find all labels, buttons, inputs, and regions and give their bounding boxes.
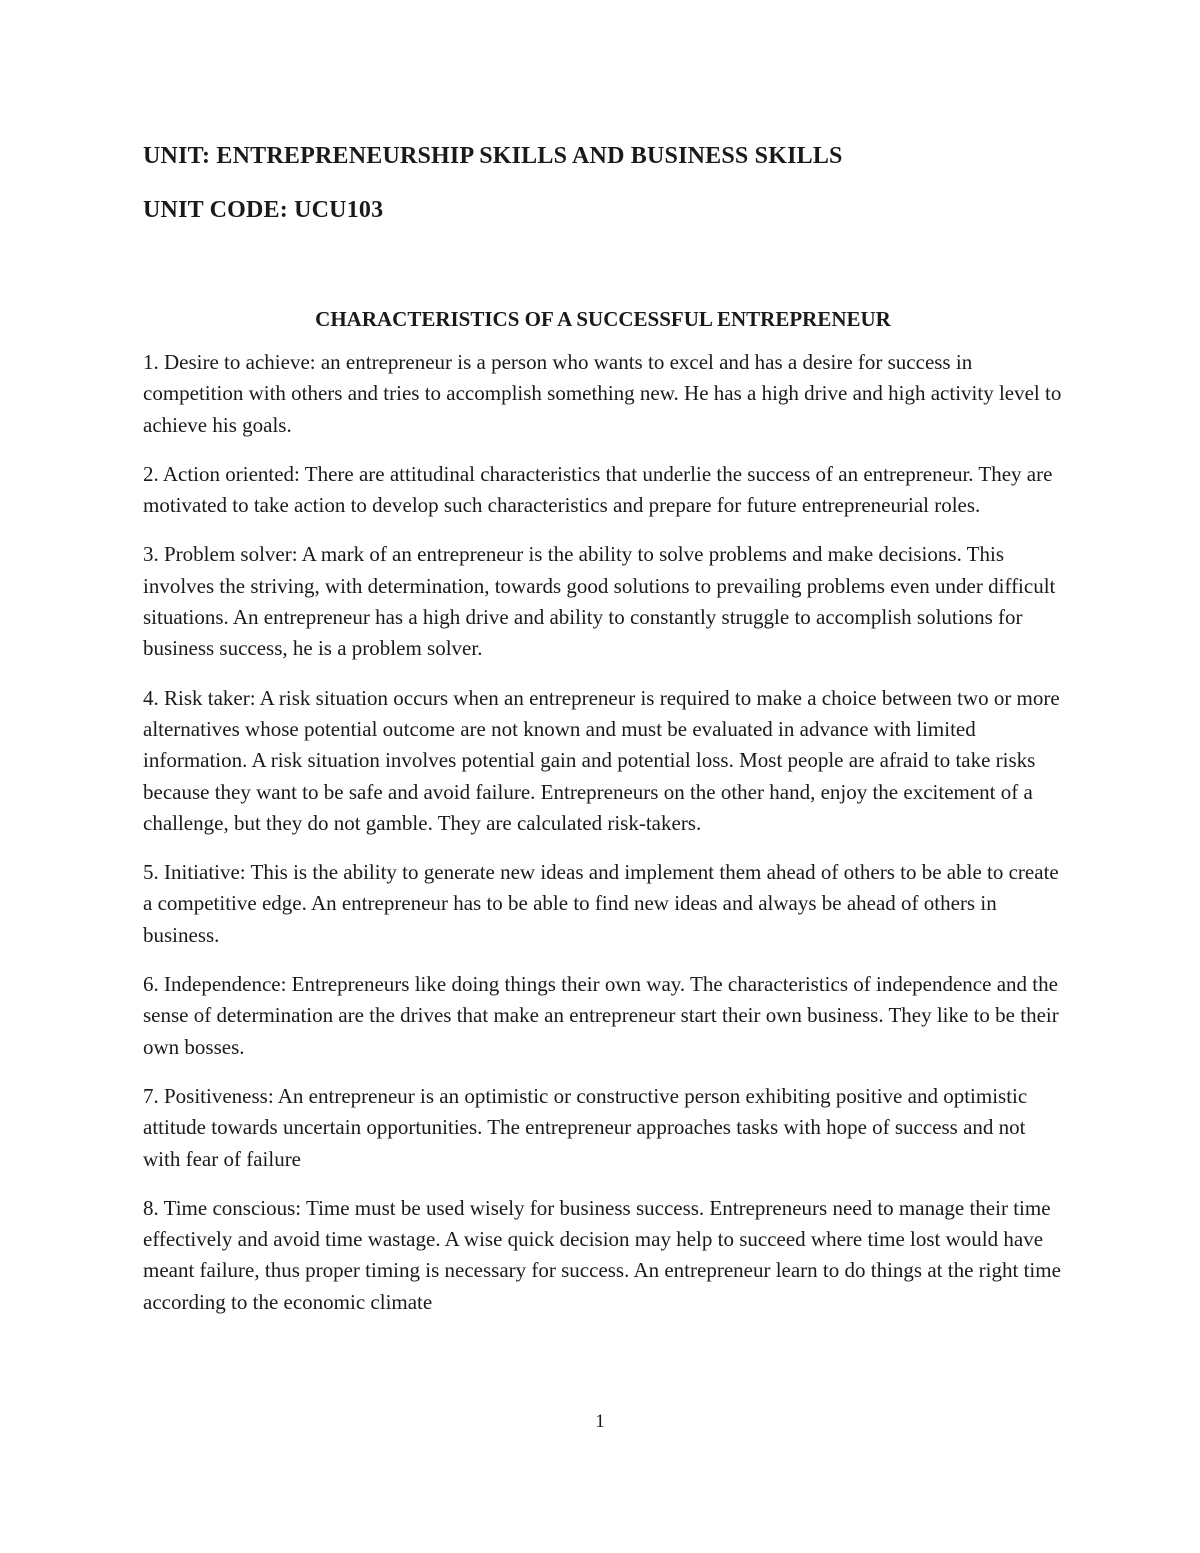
unit-title: UNIT: ENTREPRENEURSHIP SKILLS AND BUSINESS SKILLS — [143, 143, 843, 169]
characteristic-item-8: 8. Time conscious: Time must be used wisely for business success. Entrepreneurs need to manage their time effectively and avoid time wastage. A wise quick decision may help to succeed where time lost would have meant failure, thus proper timing is necessary for success. An entrepreneur learn to do things at the right time according to the economic climate — [143, 1195, 1061, 1314]
characteristic-item-2: 2. Action oriented: There are attitudinal characteristics that underlie the success of an entrepreneur. They are motivated to take action to develop such characteristics and prepare for future entrepreneurial roles. — [143, 461, 1053, 518]
document-body — [143, 140, 1063, 1318]
characteristic-item-4: 4. Risk taker: A risk situation occurs when an entrepreneur is required to make a choice between two or more alternatives whose potential outcome are not known and must be evaluated in advance with limited information. A risk situation involves potential gain and potential loss. Most people are afraid to take risks because they want to be safe and avoid failure. Entrepreneurs on the other hand, enjoy the excitement of a challenge, but they do not gamble. They are calculated risk-takers. — [143, 685, 1060, 835]
page-number: 1 — [595, 1411, 605, 1432]
characteristic-item-5: 5. Initiative: This is the ability to generate new ideas and implement them ahead of others to be able to create a competitive edge. An entrepreneur has to be able to find new ideas and always be ahead of others in business. — [143, 860, 1059, 947]
characteristic-item-6: 6. Independence: Entrepreneurs like doing things their own way. The characteristics of independence and the sense of determination are the drives that make an entrepreneur start their own business. They like to be their own bosses. — [143, 972, 1059, 1059]
characteristic-item-1: 1. Desire to achieve: an entrepreneur is a person who wants to excel and has a desire for success in competition with others and tries to accomplish something new. He has a high drive and high activity level to achieve his goals. — [143, 350, 1062, 437]
characteristic-item-3: 3. Problem solver: A mark of an entrepreneur is the ability to solve problems and make decisions. This involves the striving, with determination, towards good solutions to prevailing problems even under difficult situations. An entrepreneur has a high drive and ability to constantly struggle to accomplish solutions for business success, he is a problem solver. — [143, 542, 1056, 661]
characteristic-item-7: 7. Positiveness: An entrepreneur is an optimistic or constructive person exhibiting positive and optimistic attitude towards uncertain opportunities. The entrepreneur approaches tasks with hope of success and not with fear of failure — [143, 1083, 1028, 1171]
unit-code: UNIT CODE: UCU103 — [143, 197, 384, 223]
section-heading: CHARACTERISTICS OF A SUCCESSFUL ENTREPRENEUR — [315, 307, 891, 331]
